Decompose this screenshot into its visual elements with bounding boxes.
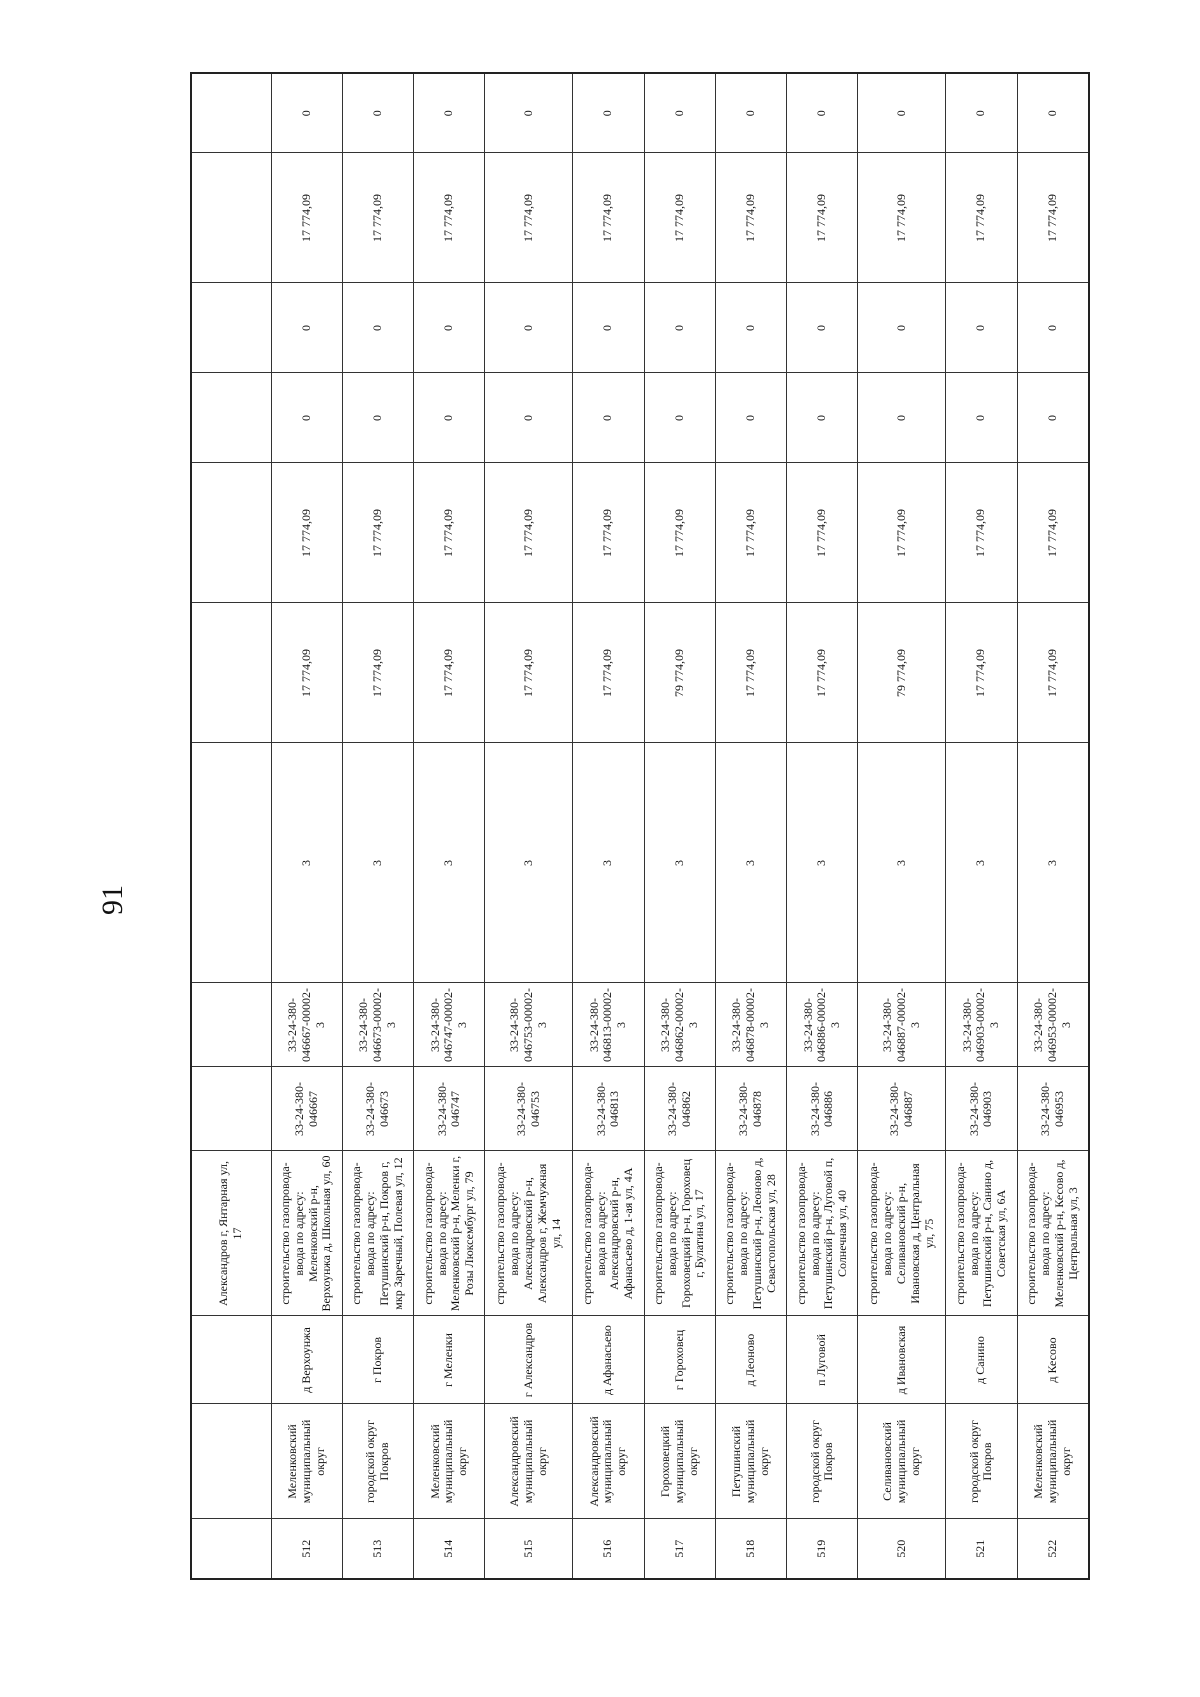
cell-district: Меленковский муниципальный округ: [271, 1404, 342, 1519]
cell-description: строительство газопровода-ввода по адресу: Меленковский р-н, Кесово д, Центральная ул, 3: [1017, 1151, 1089, 1316]
cell-code1: 33-24-380-046813: [573, 1067, 644, 1151]
cell-qty: 3: [414, 743, 485, 983]
cell-num: 512: [271, 1519, 342, 1579]
cell-value-5: 17 774,09: [858, 153, 946, 283]
cell-value-5: 17 774,09: [342, 153, 413, 283]
cell-code2: 33-24-380-046878-00002-3: [715, 983, 786, 1067]
cell-value-2: 17 774,09: [573, 463, 644, 603]
cell-value-6: 0: [573, 73, 644, 153]
cell-locality: д Афанасьево: [573, 1316, 644, 1404]
rotated-table-container: [190, 110, 1090, 1580]
cell-value-4: 0: [414, 283, 485, 373]
table-row: [271, 73, 342, 1579]
cell-value-3: 0: [485, 373, 573, 463]
cell-value-1: 17 774,09: [414, 603, 485, 743]
cell-code1: 33-24-380-046903: [946, 1067, 1017, 1151]
cell-value-2: 17 774,09: [715, 463, 786, 603]
table-row: [414, 73, 485, 1579]
cell-value-3: 0: [573, 373, 644, 463]
cell-value-3: 0: [1017, 373, 1089, 463]
cell-description: Александров г, Янтарная ул, 17: [191, 1151, 271, 1316]
cell-code1: 33-24-380-046862: [644, 1067, 715, 1151]
cell-value-2: 17 774,09: [644, 463, 715, 603]
cell-qty: 3: [715, 743, 786, 983]
cell-district: городской округ Покров: [787, 1404, 858, 1519]
cell-value-6: [191, 73, 271, 153]
cell-locality: г Меленки: [414, 1316, 485, 1404]
table-row: [787, 73, 858, 1579]
cell-description: строительство газопровода-ввода по адресу: Селивановский р-н, Ивановская д, Центральная ул, 75: [858, 1151, 946, 1316]
table-row: [644, 73, 715, 1579]
cell-value-4: 0: [858, 283, 946, 373]
cell-code2: 33-24-380-046813-00002-3: [573, 983, 644, 1067]
cell-value-3: 0: [858, 373, 946, 463]
cell-value-4: 0: [644, 283, 715, 373]
cell-code1: 33-24-380-046878: [715, 1067, 786, 1151]
cell-code1: 33-24-380-046667: [271, 1067, 342, 1151]
cell-value-5: 17 774,09: [946, 153, 1017, 283]
cell-code2: 33-24-380-046747-00002-3: [414, 983, 485, 1067]
cell-value-1: 17 774,09: [787, 603, 858, 743]
cell-num: 516: [573, 1519, 644, 1579]
cell-code2: 33-24-380-046862-00002-3: [644, 983, 715, 1067]
cell-description: строительство газопровода-ввода по адресу: Меленковский р-н, Меленки г, Розы Люксембург ул, 79: [414, 1151, 485, 1316]
cell-value-1: 79 774,09: [644, 603, 715, 743]
cell-locality: [191, 1316, 271, 1404]
cell-qty: 3: [858, 743, 946, 983]
cell-qty: [191, 743, 271, 983]
cell-qty: 3: [573, 743, 644, 983]
cell-value-1: 17 774,09: [485, 603, 573, 743]
cell-value-1: 17 774,09: [573, 603, 644, 743]
cell-district: городской округ Покров: [946, 1404, 1017, 1519]
cell-value-3: 0: [644, 373, 715, 463]
cell-value-1: 17 774,09: [946, 603, 1017, 743]
page-number: 91: [96, 885, 129, 915]
cell-description: строительство газопровода-ввода по адресу: Меленковский р-н, Верхоунжа д, Школьная ул, 60: [271, 1151, 342, 1316]
cell-code1: 33-24-380-046747: [414, 1067, 485, 1151]
cell-value-4: 0: [342, 283, 413, 373]
cell-value-1: [191, 603, 271, 743]
cell-value-6: 0: [485, 73, 573, 153]
cell-value-5: 17 774,09: [414, 153, 485, 283]
table-body: [271, 73, 1089, 1579]
cell-qty: 3: [342, 743, 413, 983]
table-row: [1017, 73, 1089, 1579]
cell-num: 513: [342, 1519, 413, 1579]
cell-district: Селивановский муниципальный округ: [858, 1404, 946, 1519]
cell-description: строительство газопровода-ввода по адресу: Александровский р-н, Афанасьево д, 1-ая ул, 4А: [573, 1151, 644, 1316]
cell-code1: [191, 1067, 271, 1151]
cell-value-5: 17 774,09: [485, 153, 573, 283]
cell-value-6: 0: [342, 73, 413, 153]
cell-code2: [191, 983, 271, 1067]
cell-value-3: 0: [715, 373, 786, 463]
table-row-continuation: [191, 73, 271, 1579]
cell-value-5: [191, 153, 271, 283]
cell-value-1: 17 774,09: [1017, 603, 1089, 743]
cell-value-3: 0: [787, 373, 858, 463]
cell-num: 522: [1017, 1519, 1089, 1579]
cell-code1: 33-24-380-046887: [858, 1067, 946, 1151]
cell-code2: 33-24-380-046667-00002-3: [271, 983, 342, 1067]
cell-locality: г Гороховец: [644, 1316, 715, 1404]
cell-locality: д Леоново: [715, 1316, 786, 1404]
cell-value-6: 0: [858, 73, 946, 153]
cell-qty: 3: [1017, 743, 1089, 983]
cell-district: городской округ Покров: [342, 1404, 413, 1519]
cell-locality: г Покров: [342, 1316, 413, 1404]
cell-qty: 3: [787, 743, 858, 983]
cell-district: Александровский муниципальный округ: [573, 1404, 644, 1519]
cell-qty: 3: [271, 743, 342, 983]
cell-locality: д Верхоунжа: [271, 1316, 342, 1404]
cell-value-4: [191, 283, 271, 373]
cell-code2: 33-24-380-046953-00002-3: [1017, 983, 1089, 1067]
cell-code1: 33-24-380-046753: [485, 1067, 573, 1151]
cell-value-5: 17 774,09: [715, 153, 786, 283]
cell-locality: г Александров: [485, 1316, 573, 1404]
cell-value-3: 0: [342, 373, 413, 463]
cell-value-2: 17 774,09: [1017, 463, 1089, 603]
cell-description: строительство газопровода-ввода по адресу: Петушинский р-н, Луговой п, Солнечная ул, 40: [787, 1151, 858, 1316]
cell-code2: 33-24-380-046753-00002-3: [485, 983, 573, 1067]
cell-value-1: 17 774,09: [342, 603, 413, 743]
cell-num: 515: [485, 1519, 573, 1579]
cell-value-2: [191, 463, 271, 603]
cell-value-4: 0: [1017, 283, 1089, 373]
cell-value-6: 0: [946, 73, 1017, 153]
cell-district: Гороховецкий муниципальный округ: [644, 1404, 715, 1519]
cell-value-3: 0: [414, 373, 485, 463]
cell-value-4: 0: [485, 283, 573, 373]
cell-value-5: 17 774,09: [271, 153, 342, 283]
cell-district: Петушинский муниципальный округ: [715, 1404, 786, 1519]
cell-qty: 3: [644, 743, 715, 983]
table-row: [485, 73, 573, 1579]
table-row: [858, 73, 946, 1579]
cell-value-1: 17 774,09: [271, 603, 342, 743]
cell-description: строительство газопровода-ввода по адресу: Александровский р-н, Александров г, Жемчужная ул, 14: [485, 1151, 573, 1316]
cell-code2: 33-24-380-046673-00002-3: [342, 983, 413, 1067]
cell-description: строительство газопровода-ввода по адресу: Гороховецкий р-н, Гороховец г, Булатина ул, 17: [644, 1151, 715, 1316]
cell-value-2: 17 774,09: [342, 463, 413, 603]
cell-value-6: 0: [271, 73, 342, 153]
cell-num: 518: [715, 1519, 786, 1579]
cell-district: Меленковский муниципальный округ: [414, 1404, 485, 1519]
table-row: [342, 73, 413, 1579]
cell-code2: 33-24-380-046887-00002-3: [858, 983, 946, 1067]
cell-code1: 33-24-380-046886: [787, 1067, 858, 1151]
cell-value-5: 17 774,09: [1017, 153, 1089, 283]
cell-value-5: 17 774,09: [787, 153, 858, 283]
cell-value-5: 17 774,09: [644, 153, 715, 283]
cell-value-4: 0: [573, 283, 644, 373]
cell-value-3: 0: [946, 373, 1017, 463]
cell-value-6: 0: [414, 73, 485, 153]
cell-num: 514: [414, 1519, 485, 1579]
cell-value-2: 17 774,09: [271, 463, 342, 603]
cell-value-4: 0: [715, 283, 786, 373]
cell-description: строительство газопровода-ввода по адресу: Петушинский р-н, Санино д, Советская ул, 6А: [946, 1151, 1017, 1316]
cell-value-3: [191, 373, 271, 463]
cell-locality: д Санино: [946, 1316, 1017, 1404]
cell-district: [191, 1404, 271, 1519]
cell-value-4: 0: [787, 283, 858, 373]
cell-locality: д Ивановская: [858, 1316, 946, 1404]
table-row: [573, 73, 644, 1579]
cell-value-6: 0: [1017, 73, 1089, 153]
cell-code1: 33-24-380-046673: [342, 1067, 413, 1151]
cell-district: Меленковский муниципальный округ: [1017, 1404, 1089, 1519]
cell-value-5: 17 774,09: [573, 153, 644, 283]
cell-num: 521: [946, 1519, 1017, 1579]
cell-description: строительство газопровода-ввода по адресу: Петушинский р-н, Леоново д, Севастопольская ул, 28: [715, 1151, 786, 1316]
table-row: [946, 73, 1017, 1579]
cell-value-2: 17 774,09: [946, 463, 1017, 603]
cell-description: строительство газопровода-ввода по адресу: Петушинский р-н, Покров г, мкр Заречный, Полевая ул, 12: [342, 1151, 413, 1316]
cell-value-2: 17 774,09: [858, 463, 946, 603]
cell-locality: д Кесово: [1017, 1316, 1089, 1404]
cell-num: 517: [644, 1519, 715, 1579]
cell-qty: 3: [946, 743, 1017, 983]
cell-value-1: 17 774,09: [715, 603, 786, 743]
cell-code1: 33-24-380-046953: [1017, 1067, 1089, 1151]
cell-value-6: 0: [715, 73, 786, 153]
cell-value-4: 0: [271, 283, 342, 373]
cell-code2: 33-24-380-046903-00002-3: [946, 983, 1017, 1067]
cell-value-2: 17 774,09: [414, 463, 485, 603]
cell-value-6: 0: [644, 73, 715, 153]
cell-value-2: 17 774,09: [787, 463, 858, 603]
cell-value-1: 79 774,09: [858, 603, 946, 743]
cell-num: 519: [787, 1519, 858, 1579]
cell-num: 520: [858, 1519, 946, 1579]
cell-value-2: 17 774,09: [485, 463, 573, 603]
cell-value-4: 0: [946, 283, 1017, 373]
cell-qty: 3: [485, 743, 573, 983]
cell-num: [191, 1519, 271, 1579]
cell-value-6: 0: [787, 73, 858, 153]
gas-pipeline-table: [190, 72, 1090, 1580]
cell-district: Александровский муниципальный округ: [485, 1404, 573, 1519]
table-row: [715, 73, 786, 1579]
cell-code2: 33-24-380-046886-00002-3: [787, 983, 858, 1067]
cell-locality: п Луговой: [787, 1316, 858, 1404]
cell-value-3: 0: [271, 373, 342, 463]
